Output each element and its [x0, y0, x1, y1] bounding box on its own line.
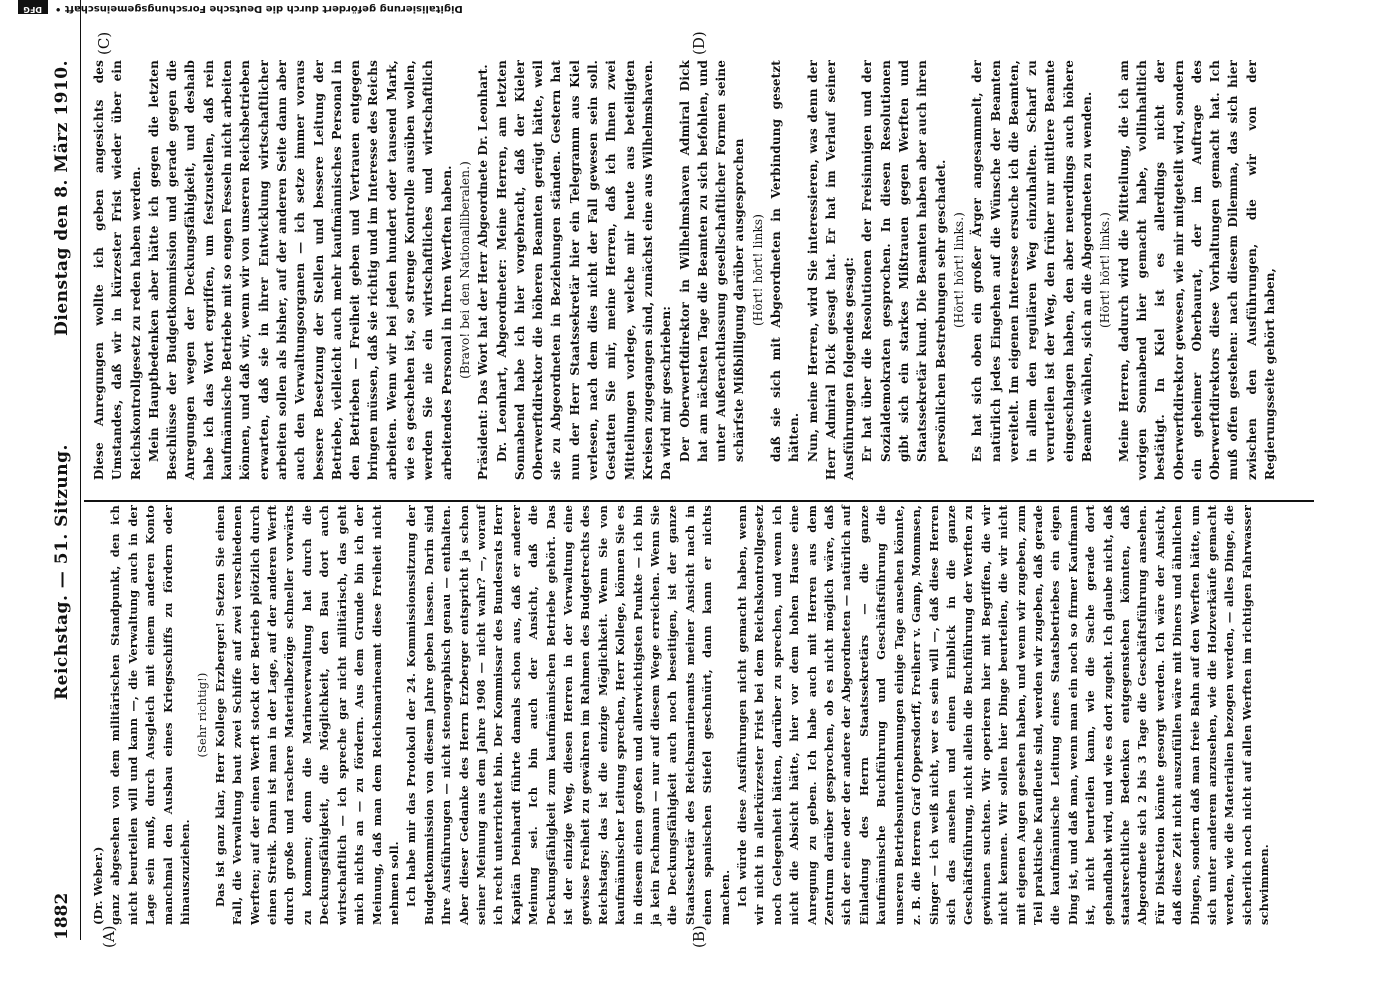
paragraph: Das ist ganz klar, Herr Kollege Erzberger! Setzen Sie einen Fall, die Verwaltung baut zwei Schiffe auf zwei verschiedenen Werften; auf der einen Werft stockt der Betrieb plötzlich durch einen Streik. Dann ist man in der Lage, auf der anderen Werft durch große und raschere Materialbezüge schneller vorwärts zu kommen; denn die Marineverwaltung hat durch die Deckungsfähigkeit, die Möglichkeit, den Bau dort auch wirtschaftlich — ich spreche gar nicht militärisch, das geht mich nichts an — zu fördern. Aus dem Grunde bin ich der Meinung, daß man dem Reichsmarineamt diese Freiheit nicht nehmen soll.: [212, 505, 401, 925]
digitization-note: [0, 0, 1383, 14]
left-text-column: [90, 505, 1310, 925]
interjection: (Sehr richtig!): [195, 672, 210, 758]
paragraph: Der Oberwerftdirektor in Wilhelmshaven Admiral Dick hat am nächsten Tage die Beamten zu sich befohlen, und unter Außerachtlassung gesellschaftlicher Formen seine schärfste Mißbilligung darüber ausgesprochen: [677, 60, 747, 462]
margin-mark-b: (B): [690, 925, 708, 948]
interjection: (Hört! hört! links.): [951, 211, 966, 329]
paragraph: (Dr. Weber.): [91, 846, 105, 925]
page-number: 1882: [52, 892, 72, 940]
running-title: Reichstag. — 51. Sitzung.: [52, 444, 72, 700]
paragraph: Ich habe mir das Protokoll der 24. Kommissionssitzung der Budgetkommission von diesem Jahre geben lassen. Darin sind Ihre Ausführungen — nicht stenographisch genau — enthalten. Aber dieser Gedanke des Herrn Erzberger entspricht ja schon seiner Meinung aus dem Jahre 1908 — nicht wahr? —, worauf ich recht unterrichtet bin. Der Kommissar des Bundesrats Herr Kapitän Deinhardt führte damals schon aus, daß er anderer Meinung sei. Ich bin auch der Ansicht, daß die Deckungsfähigkeit zum kaufmännischen Betriebe gehört. Das ist der einzige Weg, diesen Herren in der Verwaltung eine gewisse Freiheit zu gewähren im Rahmen des Budgetrechts des Reichstags; das ist die einzige Möglichkeit. Wenn Sie von kaufmännischer Leitung sprechen, Herr Kollege, können Sie es in diesem einen großen und allerwichtigsten Punkte — ich bin ja kein Fachmann — nur auf diesem Wege erreichen. Wenn Sie die Deckungsfähigkeit auch noch beseitigen, ist der ganze Staatssekretär des Reichsmarineamts meiner Ansicht nach in einen spanischen Stiefel geschnürt, dann kann er nichts machen.: [404, 505, 732, 925]
paragraph: Er hat über die Resolutionen der Freisinnigen und der Sozialdemokraten gesprochen. In diesen Resolutionen gibt sich ein starkes Mißtrauen gegen Werften und Staatssekretär kund. Die Beamten haben aber auch ihren persönlichen Bestrebungen sehr geschadet.: [860, 60, 948, 462]
margin-mark-d: (D): [690, 31, 708, 55]
paragraph: Es hat sich oben ein großer Ärger angesammelt, der natürlich jedes Eingehen auf die Wünsche der Beamten vereitelt. Im eigenen Interesse ersuche ich die Beamten, in allem den regulären Weg einzuhalten. Scharf zu verurteilen ist der Weg, den früher nur mittlere Beamte eingeschlagen haben, den aber neuerdings auch höhere Beamte wählen, sich an die Abgeordneten zu wenden.: [970, 60, 1095, 462]
margin-mark-c: (C): [95, 31, 113, 55]
column-divider: [84, 500, 1314, 502]
paragraph: Präsident: Das Wort hat der Herr Abgeordnete Dr. Leonhart.: [476, 64, 491, 480]
paragraph: Diese Anregungen wollte ich geben angesichts des Umstandes, daß wir in kürzester Frist wieder über ein Reichskontrollgesetz zu reden haben werden.: [92, 60, 143, 480]
session-date: Dienstag den 8. März 1910.: [52, 60, 72, 336]
paragraph: Mein Hauptbedenken aber hätte ich gegen die letzten Beschlüsse der Budgetkommission und gerade gegen die Anregungen wegen der Deckungsfähigkeit, und deshalb habe ich das Wort ergriffen, um festzustellen, daß rein kaufmännische Betriebe mit so engen Fesseln nicht arbeiten können, und daß wir, wenn wir von unseren Reichsbetrieben erwarten, daß sie in ihrer Entwicklung wirtschaftlicher arbeiten sollen als bisher, auf der anderen Seite dann aber auch den Verwaltungsorganen — ich setze immer voraus bessere Besetzung der Stellen und bessere Leitung der Betriebe, vielleicht auch mehr kaufmännisches Personal in den Betrieben — Freiheit geben und Vertrauen entgegen bringen müssen, daß sie richtig und im Interesse des Reichs arbeiten. Wenn wir bei jeden hundert oder tausend Mark, wie es geschehen ist, so strenge Kontrolle ausüben wollen, werden Sie nie ein wirtschaftliches und wirtschaftlich arbeitendes Personal in Ihren Werften haben.: [146, 60, 454, 480]
interjection: (Hört! hört! links.): [1098, 211, 1113, 329]
paragraph: Nun, meine Herren, wird Sie interessieren, was denn der Herr Admiral Dick gesagt hat. Er hat im Verlauf seiner Ausführungen folgendes gesagt:: [805, 60, 857, 480]
paragraph: Ich würde diese Ausführungen nicht gemacht haben, wenn wir nicht in allerkürzester Frist bei dem Reichskontrollgesetz noch Gelegenheit hätten, darüber zu sprechen, und wenn ich nicht die Absicht hätte, hier vor dem hohen Hause eine Anregung zu geben. Ich habe auch mit Herren aus dem Zentrum darüber gesprochen, ob es nicht möglich wäre, daß sich der eine oder der andere der Abgeordneten — natürlich auf Einladung des Herrn Staatssekretärs — die ganze kaufmännische Buchführung und Geschäftsführung die unseren Betriebsunternehmungen einige Tage ansehen könnte, z. B. die Herren Graf Oppersdorff, Freiherr v. Gamp, Mommsen, Singer — ich weiß nicht, wer es sein will —, daß diese Herren sich das ansehen und einen Einblick in die ganze Geschäftsführung, nicht allein die Buchführung der Werften zu gewinnen suchten. Wir operieren hier mit Begriffen, die wir nicht kennen. Wir sollen hier Dinge beurteilen, die wir nicht mit eigenen Augen gesehen haben, und wenn wir zugeben, zum Teil praktische Kaufleute sind, werden wir zugeben, daß gerade die kaufmännische Leitung eines Staatsbetriebes ein eigen Ding ist, und daß man, wenn man ein noch so firmer Kaufmann ist, nicht beurteilen kann, wie die Sache gerade dort gehandhabt wird, und wie es dort zugeht. Ich glaube nicht, daß staatsrechtliche Bedenken entgegenstehen könnten, daß Abgeordnete sich 2 bis 3 Tage die Geschäftsführung ansehen. Für Diskretion könnte gesorgt werden. Ich wäre der Ansicht, daß diese Zeit nicht auszufüllen wäre mit Diners und ähnlichen Dingen, sondern daß man freie Bahn auf den Werften hätte, um sich unter anderem anzusehen, wie die Holzverkäufe gemacht werden, wie die Materialien bezogen werden, — alles Dinge, die sicherlich noch nicht auf allen Werften im richtigen Fahrwasser schwimmen.: [735, 505, 1272, 925]
interjection: (Hört! hört! links): [750, 213, 765, 327]
page-header: [50, 60, 78, 940]
interjection: (Bravo! bei den Nationalliberalen.): [457, 161, 472, 379]
dfg-logo: DFG: [18, 0, 48, 14]
right-text-column: [90, 60, 1310, 480]
header-rule: [80, 0, 81, 940]
digitization-credit: Digitalisierung gefördert durch die Deutsche Forschungsgemeinschaft •: [55, 3, 463, 14]
paragraph: Dr. Leonhart, Abgeordneter: Meine Herren, am letzten Sonnabend habe ich hier vorgebracht, daß der Kieler Oberwerftdirektor die höheren Beamten gerügt hätte, weil sie zu Abgeordneten in Beziehungen ständen. Gestern hat nun der Herr Staatssekretär hier ein Telegramm aus Kiel verlesen, nach dem dies nicht der Fall gewesen sein soll. Gestatten Sie mir, meine Herren, daß ich Ihnen zwei Mitteilungen vorlege, welche mir heute aus beteiligten Kreisen zugegangen sind, zunächst eine aus Wilhelmshaven. Da wird mir geschrieben:: [494, 60, 674, 480]
margin-mark-a: (A): [100, 925, 118, 948]
paragraph: ganz abgesehen von dem militärischen Standpunkt, den ich nicht beurteilen will und kann —, die Verwaltung auch in der Lage sein muß, durch Ausgleich mit einem anderen Konto manchmal den Ausbau eines Kriegsschiffs zu fördern oder hinauszuziehen.: [108, 505, 193, 925]
paragraph: Meine Herren, dadurch wird die Mitteilung, die ich am vorigen Sonnabend hier gemacht habe, vollinhaltlich bestätigt. In Kiel ist es allerdings nicht der Oberwerftdirektor gewesen, wie mir mitgeteilt wird, sondern ein geheimer Oberbaurat, der im Auftrage des Oberwerftdirektors diese Vorhaltungen gemacht hat. Ich muß offen gestehen: nach diesem Dilemma, das sich hier zwischen den Ausführungen, die wir von der Regierungsseite gehört haben,: [1116, 60, 1277, 480]
paragraph: daß sie sich mit Abgeordneten in Verbindung gesetzt hätten.: [768, 60, 802, 462]
